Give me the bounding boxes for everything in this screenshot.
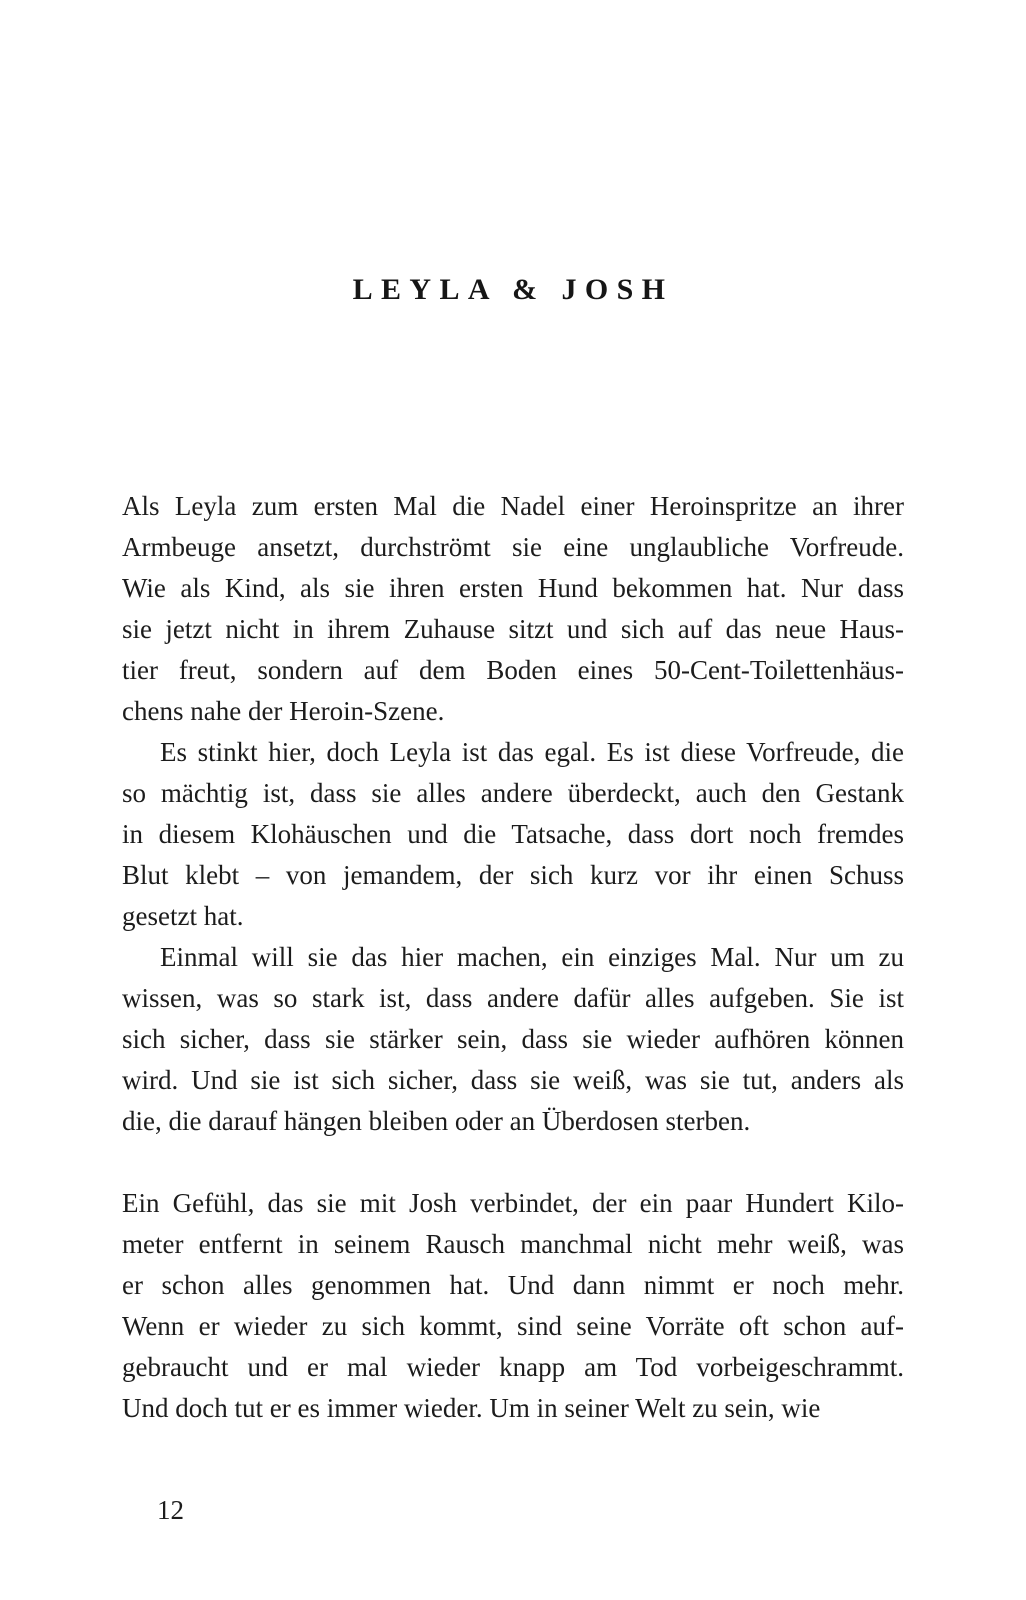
text-line: Wie als Kind, als sie ihren ersten Hund bekommen hat. Nur dass — [122, 573, 904, 603]
text-line: Es stinkt hier, doch Leyla ist das egal. Es ist diese Vorfreude, die — [160, 737, 904, 767]
text-line: sie jetzt nicht in ihrem Zuhause sitzt und sich auf das neue Haus- — [122, 614, 904, 644]
paragraph — [122, 732, 904, 937]
chapter-title: LEYLA & JOSH — [352, 273, 674, 306]
text-line: Blut klebt – von jemandem, der sich kurz vor ihr einen Schuss — [122, 860, 904, 890]
text-line: Und doch tut er es immer wieder. Um in seiner Welt zu sein, wie — [122, 1393, 821, 1423]
text-line: Wenn er wieder zu sich kommt, sind seine Vorräte oft schon auf- — [122, 1311, 904, 1341]
text-line: Armbeuge ansetzt, durchströmt sie eine unglaubliche Vorfreude. — [122, 532, 904, 562]
text-line: so mächtig ist, dass sie alles andere überdeckt, auch den Gestank — [122, 778, 904, 808]
text-line: gebraucht und er mal wieder knapp am Tod vorbeigeschrammt. — [122, 1352, 904, 1382]
text-line: sich sicher, dass sie stärker sein, dass sie wieder aufhören können — [122, 1024, 904, 1054]
text-line: wissen, was so stark ist, dass andere dafür alles aufgeben. Sie ist — [122, 983, 904, 1013]
text-line: gesetzt hat. — [122, 901, 244, 931]
text-line: tier freut, sondern auf dem Boden eines 50-Cent-Toilettenhäus- — [122, 655, 904, 685]
text-line: in diesem Klohäuschen und die Tatsache, dass dort noch fremdes — [122, 819, 904, 849]
text-line: Einmal will sie das hier machen, ein einziges Mal. Nur um zu — [160, 942, 904, 972]
paragraph — [122, 486, 904, 732]
text-line: wird. Und sie ist sich sicher, dass sie weiß, was sie tut, anders als — [122, 1065, 904, 1095]
text-line: er schon alles genommen hat. Und dann nimmt er noch mehr. — [122, 1270, 904, 1300]
text-line: Ein Gefühl, das sie mit Josh verbindet, der ein paar Hundert Kilo- — [122, 1188, 904, 1218]
text-line: die, die darauf hängen bleiben oder an Überdosen sterben. — [122, 1106, 751, 1136]
paragraph — [122, 937, 904, 1142]
text-line: meter entfernt in seinem Rausch manchmal nicht mehr weiß, was — [122, 1229, 904, 1259]
text-line: Als Leyla zum ersten Mal die Nadel einer Heroinspritze an ihrer — [122, 491, 904, 521]
text-line: chens nahe der Heroin-Szene. — [122, 696, 445, 726]
body-text — [122, 486, 904, 1429]
page-number: 12 — [157, 1495, 184, 1525]
paragraph — [122, 1183, 904, 1429]
